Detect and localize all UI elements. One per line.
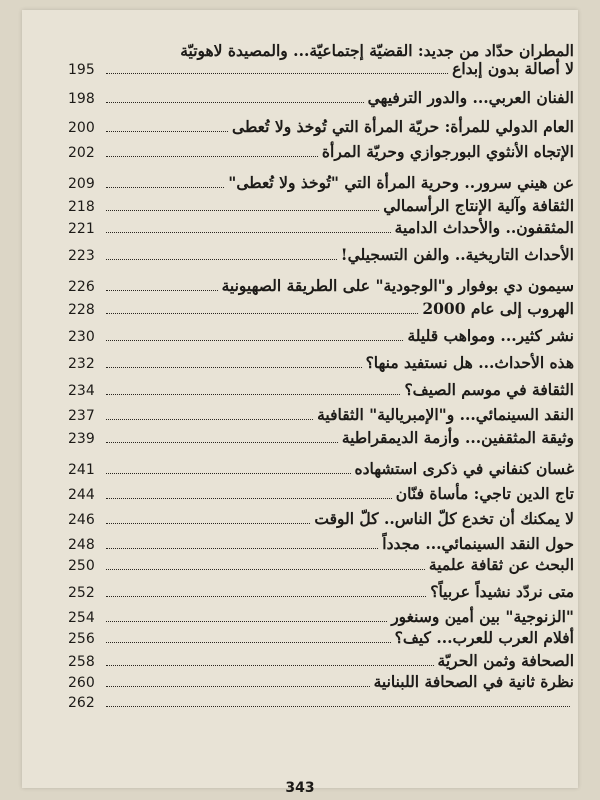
dot-leader [106,611,387,622]
toc-page-number: 232 [68,356,95,372]
toc-entry[interactable] [68,174,574,193]
dot-leader [106,121,228,132]
toc-entry-title: الثقافة في موسم الصيف؟ [404,380,574,399]
toc-entry-title: سيمون دي بوفوار و"الوجودية" على الطريقة الصهيونية [221,276,574,295]
toc-page-number: 230 [68,329,95,345]
toc-page-number: 228 [68,302,95,318]
toc-page-number: 239 [68,431,95,447]
toc-entry-title: لا أصالة بدون إبداع [452,59,574,78]
toc-entry-line [68,673,574,692]
toc-entry[interactable] [68,42,574,79]
dot-leader [106,249,337,260]
toc-entry[interactable] [68,556,574,575]
toc-entry-line [68,429,574,448]
toc-entry-line [68,277,574,296]
toc-entry-title: الثقافة وآلية الإنتاج الرأسمالي [383,196,574,215]
toc-entry-title: الأحداث التاريخية.. والفن التسجيلي! [340,245,574,264]
toc-entry[interactable] [68,277,574,296]
book-page [22,10,578,796]
toc-entry-title: هذه الأحداث... هل نستفيد منها؟ [365,353,574,372]
toc-entry-title: الصحافة وثمن الحريّة [437,651,574,670]
toc-entry-title: الفنان العربي... والدور الترفيهي [367,88,574,107]
toc-entry[interactable] [68,429,574,448]
toc-page-number: 248 [68,537,95,553]
toc-page-number: 237 [68,408,95,424]
toc-entry[interactable] [68,485,574,504]
dot-leader [106,200,379,211]
toc-page-number: 250 [68,558,95,574]
dot-leader [106,303,418,314]
toc-entry[interactable] [68,510,574,529]
dot-leader [106,357,362,368]
toc-entry[interactable] [68,535,574,554]
toc-page-number: 195 [68,62,95,78]
toc-entry[interactable] [68,300,574,319]
dot-leader [106,146,318,157]
toc-entry-line [68,652,574,671]
dot-leader [106,432,338,443]
dot-leader [106,655,434,666]
toc-entry-title: وثيقة المثقفين... وأزمة الديمقراطية [341,428,574,447]
toc-entry[interactable] [68,143,574,162]
toc-entry-title: حول النقد السينمائي... مجدداً [382,534,574,553]
toc-page-number: 256 [68,631,95,647]
dot-leader [106,463,351,474]
toc-entry[interactable] [68,246,574,265]
toc-entry-line [68,694,574,712]
dot-leader [106,92,364,103]
toc-page-number: 226 [68,279,95,295]
toc-page-number: 260 [68,675,95,691]
toc-entry-line [68,118,574,137]
toc-page-number: 200 [68,120,95,136]
toc-entry-line [68,485,574,504]
toc-entry-title: أفلام العرب للعرب... كيف؟ [394,628,574,647]
toc-page-number: 198 [68,91,95,107]
toc-entry[interactable] [68,460,574,479]
toc-page-number: 244 [68,487,95,503]
toc-entry-line [68,60,574,79]
toc-entry-title: الإتجاه الأنثوي البورجوازي وحريّة المرأة [321,142,574,161]
toc-entry-line [68,327,574,346]
page-number: 343 [285,780,315,796]
dot-leader [106,696,570,707]
toc-entry-line [68,143,574,162]
toc-entry-line [68,406,574,425]
toc-entry[interactable] [68,381,574,400]
toc-entry-title: الهروب إلى عام 2000 [422,299,574,318]
toc-entry-line [68,556,574,575]
toc-entry-title-line: المطران حدّاد من جديد: القضيّة إجتماعيّة... والمصيدة لاهوتيّة [180,41,574,60]
toc-entry-line [68,460,574,479]
toc-page-number: 202 [68,145,95,161]
dot-leader [106,384,400,395]
toc-entry-line [68,174,574,193]
toc-entry-line [68,583,574,602]
toc-entry[interactable] [68,354,574,373]
toc-entry-title: "الزنوجية" بين أمين وسنغور [391,607,574,626]
dot-leader [106,632,391,643]
toc-entry-line [68,219,574,238]
table-of-contents [68,38,574,712]
toc-page-number: 223 [68,248,95,264]
toc-entry-title: نشر كثير... ومواهب قليلة [407,326,574,345]
toc-entry-title: عن هيني سرور.. وحرية المرأة التي "تُوخذ ولا تُعطى" [228,173,574,192]
toc-entry-title: تاج الدين تاجي: مأساة فنّان [395,484,574,503]
toc-entry[interactable] [68,652,574,671]
toc-entry[interactable] [68,118,574,137]
toc-entry-line [68,246,574,265]
toc-page-number: 218 [68,199,95,215]
toc-entry-line [68,354,574,373]
dot-leader [106,488,392,499]
toc-entry-line [68,89,574,108]
dot-leader [106,177,224,188]
toc-entry-line [68,629,574,648]
toc-page-number: 221 [68,221,95,237]
dot-leader [106,330,403,341]
toc-entry-line [68,608,574,627]
toc-page-number: 254 [68,610,95,626]
toc-entry[interactable] [68,197,574,216]
toc-entry[interactable] [68,219,574,238]
toc-entry[interactable] [68,608,574,627]
dot-leader [106,222,391,233]
toc-entry-title: البحث عن ثقافة علمية [428,555,574,574]
toc-page-number: 258 [68,654,95,670]
toc-entry-line [68,535,574,554]
toc-page-number: 209 [68,176,95,192]
toc-page-number: 252 [68,585,95,601]
dot-leader [106,676,370,687]
toc-entry[interactable] [68,327,574,346]
dot-leader [106,586,426,597]
dot-leader [106,513,310,524]
toc-entry-line [68,510,574,529]
toc-entry-title: نظرة ثانية في الصحافة اللبنانية [373,672,574,691]
toc-entry-line [68,197,574,216]
dot-leader [106,538,378,549]
toc-page-number: 246 [68,512,95,528]
toc-page-number: 241 [68,462,95,478]
toc-entry-title: المثقفون.. والأحداث الدامية [394,218,574,237]
toc-entry[interactable] [68,673,574,692]
toc-entry[interactable] [68,406,574,425]
toc-page-number: 234 [68,383,95,399]
toc-entry[interactable] [68,629,574,648]
dot-leader [106,280,218,291]
toc-entry-title: غسان كنفاني في ذكرى استشهاده [354,459,574,478]
toc-entry-line [68,300,574,319]
dot-leader [106,559,425,570]
dot-leader [106,409,313,420]
toc-entry[interactable] [68,583,574,602]
toc-page-number: 262 [68,695,95,711]
toc-entry-title: العام الدولي للمرأة: حريّة المرأة التي تُوخذ ولا تُعطى [232,117,574,136]
toc-entry-title: النقد السينمائي... و"الإمبريالية" الثقافية [317,405,574,424]
dot-leader [106,63,448,74]
toc-entry[interactable] [68,694,574,712]
toc-entry-title: لا يمكنك أن تخدع كلّ الناس.. كلّ الوقت [314,509,574,528]
toc-entry-title: متى نردّد نشيداً عربياً؟ [430,582,574,601]
toc-entry[interactable] [68,89,574,108]
toc-entry-line [68,381,574,400]
